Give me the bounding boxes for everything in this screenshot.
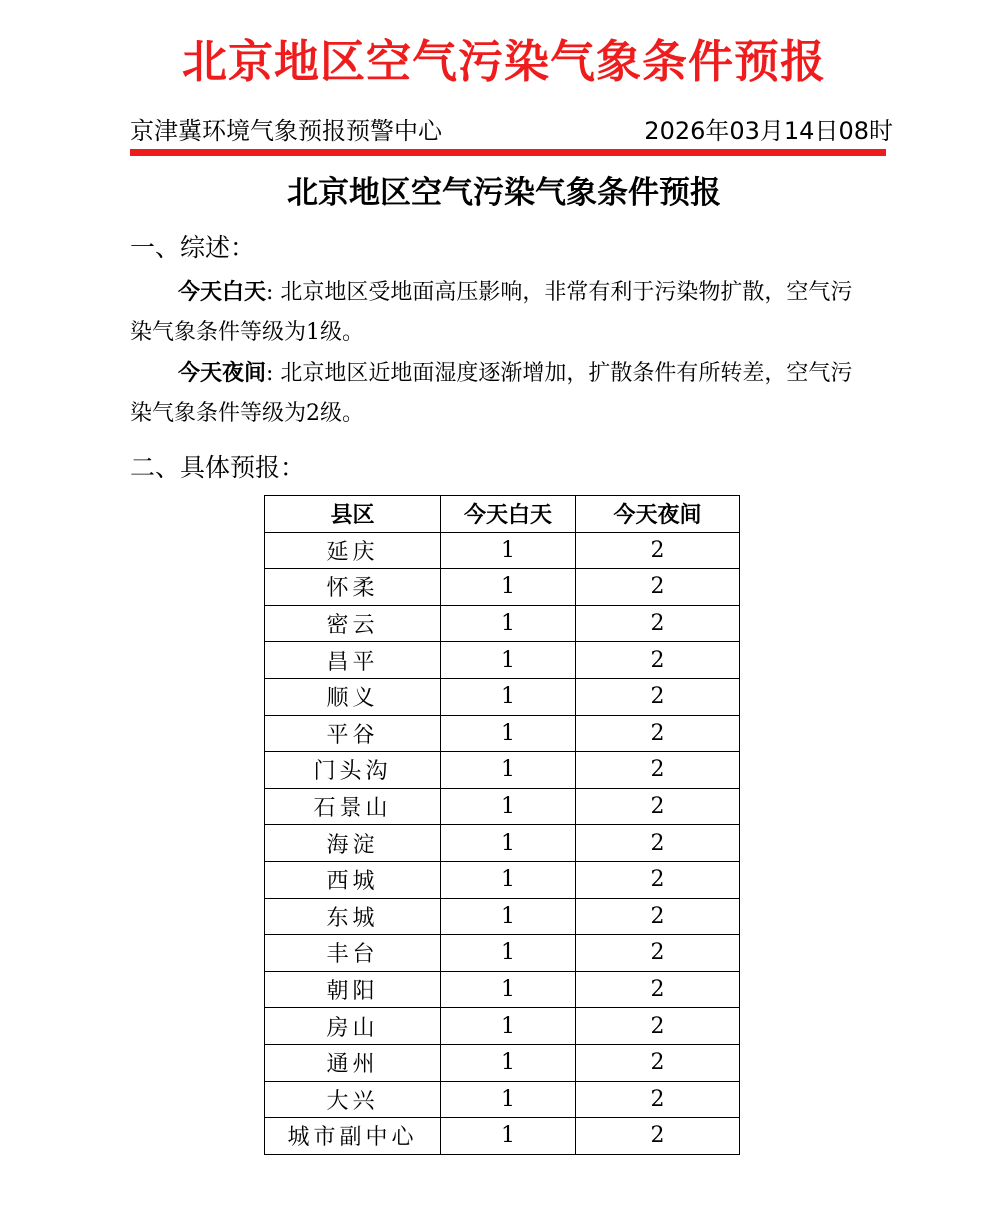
district-cell: 门头沟 [265, 752, 441, 789]
district-cell: 通州 [265, 1044, 441, 1081]
table-header-row [265, 496, 740, 533]
district-cell: 顺义 [265, 678, 441, 715]
table-row [265, 1081, 740, 1118]
night-level-cell: 2 [576, 1081, 740, 1118]
daytime-level-cell: 1 [441, 678, 576, 715]
night-label: 今天夜间 [178, 361, 267, 386]
table-row [265, 678, 740, 715]
daytime-level-cell: 1 [441, 825, 576, 862]
header-daytime: 今天白天 [441, 496, 576, 533]
issue-time: 2026年03月14日08时 [644, 117, 893, 145]
night-level-cell: 2 [576, 1008, 740, 1045]
daytime-level-cell: 1 [441, 1081, 576, 1118]
daytime-level-cell: 1 [441, 1008, 576, 1045]
district-cell: 朝阳 [265, 971, 441, 1008]
district-cell: 延庆 [265, 532, 441, 569]
daytime-level-cell: 1 [441, 752, 576, 789]
daytime-level-cell: 1 [441, 642, 576, 679]
table-row [265, 1044, 740, 1081]
night-level-cell: 2 [576, 642, 740, 679]
table-row [265, 935, 740, 972]
night-level-cell: 2 [576, 752, 740, 789]
daytime-level-cell: 1 [441, 898, 576, 935]
night-level-cell: 2 [576, 1118, 740, 1155]
table-row [265, 861, 740, 898]
table-row [265, 1008, 740, 1045]
daytime-level-cell: 1 [441, 715, 576, 752]
table-row [265, 715, 740, 752]
table-body [265, 532, 740, 1154]
district-cell: 平谷 [265, 715, 441, 752]
table-row [265, 752, 740, 789]
night-level-cell: 2 [576, 532, 740, 569]
daytime-level-cell: 1 [441, 1118, 576, 1155]
night-level-cell: 2 [576, 605, 740, 642]
header-district: 县区 [265, 496, 441, 533]
table-row [265, 788, 740, 825]
daytime-level-cell: 1 [441, 971, 576, 1008]
table-row [265, 825, 740, 862]
daytime-level-cell: 1 [441, 1044, 576, 1081]
night-level-cell: 2 [576, 569, 740, 606]
daytime-level-cell: 1 [441, 532, 576, 569]
section-detail-heading: 二、具体预报： [130, 453, 306, 482]
table-row [265, 569, 740, 606]
summary-daytime-paragraph [130, 273, 870, 353]
header-divider [130, 149, 886, 156]
issuer-name: 京津冀环境气象预报预警中心 [130, 117, 442, 145]
daytime-level-cell: 1 [441, 788, 576, 825]
daytime-level-cell: 1 [441, 605, 576, 642]
night-level-cell: 2 [576, 825, 740, 862]
district-cell: 城市副中心 [265, 1118, 441, 1155]
night-level-cell: 2 [576, 971, 740, 1008]
daytime-label: 今天白天 [178, 280, 267, 305]
table-row [265, 971, 740, 1008]
night-text: : 北京地区近地面湿度逐渐增加，扩散条件有所转差，空气污染气象条件等级为2级。 [130, 361, 853, 426]
banner-title: 北京地区空气污染气象条件预报 [181, 35, 826, 88]
daytime-text: : 北京地区受地面高压影响，非常有利于污染物扩散，空气污染气象条件等级为1级。 [130, 280, 853, 345]
district-cell: 房山 [265, 1008, 441, 1045]
night-level-cell: 2 [576, 678, 740, 715]
night-level-cell: 2 [576, 898, 740, 935]
table-row [265, 1118, 740, 1155]
night-level-cell: 2 [576, 935, 740, 972]
district-cell: 西城 [265, 861, 441, 898]
header-night: 今天夜间 [576, 496, 740, 533]
section-summary-heading: 一、综述： [130, 233, 256, 262]
district-cell: 丰台 [265, 935, 441, 972]
district-cell: 海淀 [265, 825, 441, 862]
district-cell: 石景山 [265, 788, 441, 825]
district-cell: 密云 [265, 605, 441, 642]
table-row [265, 642, 740, 679]
district-cell: 昌平 [265, 642, 441, 679]
document-title: 北京地区空气污染气象条件预报 [287, 175, 721, 211]
table-row [265, 898, 740, 935]
night-level-cell: 2 [576, 861, 740, 898]
night-level-cell: 2 [576, 715, 740, 752]
table-row [265, 532, 740, 569]
district-cell: 大兴 [265, 1081, 441, 1118]
night-level-cell: 2 [576, 1044, 740, 1081]
daytime-level-cell: 1 [441, 935, 576, 972]
table-row [265, 605, 740, 642]
district-cell: 怀柔 [265, 569, 441, 606]
district-cell: 东城 [265, 898, 441, 935]
night-level-cell: 2 [576, 788, 740, 825]
daytime-level-cell: 1 [441, 569, 576, 606]
summary-night-paragraph [130, 354, 870, 434]
forecast-table [264, 495, 740, 1155]
daytime-level-cell: 1 [441, 861, 576, 898]
